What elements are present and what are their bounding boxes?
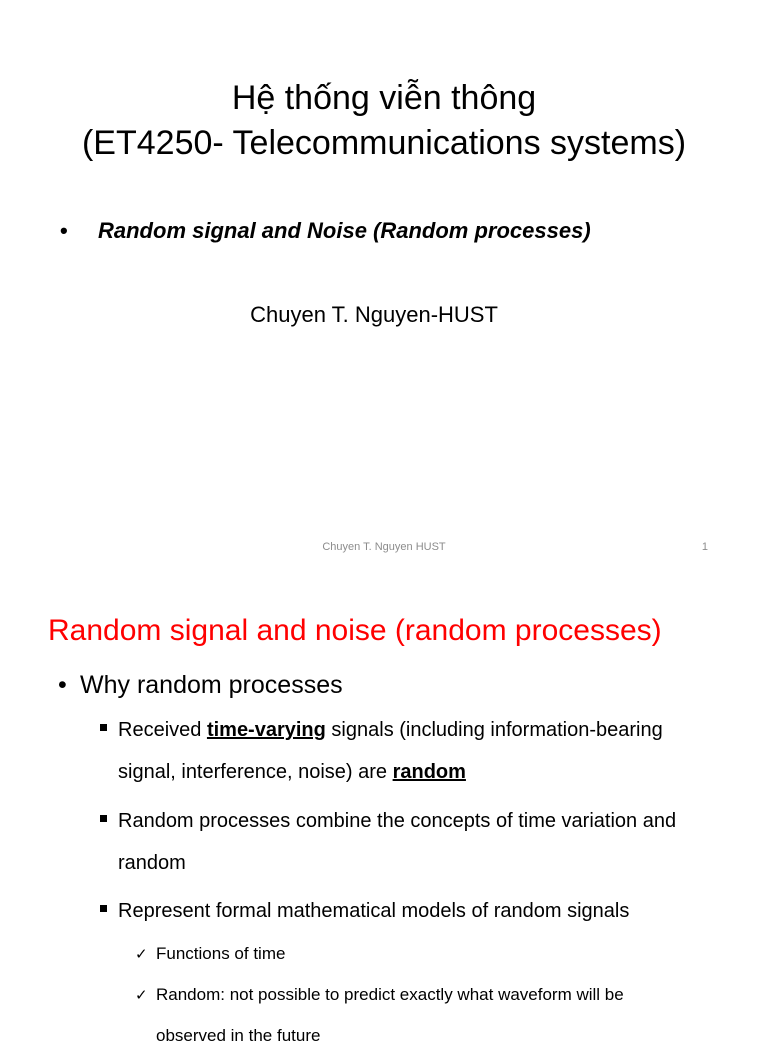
- sub-bullet-text: Received time-varying signals (including information-bearing signal, interference, noise) are random: [118, 719, 663, 783]
- check-item-text: Functions of time: [156, 944, 286, 963]
- slide-2: [0, 583, 768, 1045]
- slide-title: Random signal and noise (random processes): [48, 614, 662, 647]
- slide-footer: Chuyen T. Nguyen HUST: [322, 541, 446, 553]
- sub-bullet-received-signals: [100, 709, 720, 793]
- bullet-dot-icon: •: [60, 218, 68, 243]
- bullet-text: Why random processes: [80, 671, 343, 699]
- slide-title: [0, 76, 768, 166]
- topic-text: Random signal and Noise (Random processes): [98, 218, 591, 243]
- check-item-text: Random: not possible to predict exactly what waveform will be: [156, 985, 624, 1004]
- sub-bullet-combine-concepts: [100, 800, 720, 884]
- title-line-1: Hệ thống viễn thông: [231, 79, 537, 117]
- sub-bullet-text: Random processes combine the concepts of time variation and random: [118, 810, 677, 874]
- emphasis-time-varying: time-varying: [206, 719, 326, 741]
- title-line-2: (ET4250- Telecommunications systems): [81, 124, 687, 162]
- emphasis-random: random: [392, 761, 466, 783]
- bullet-why-random-processes: [58, 668, 343, 702]
- page-number: 1: [701, 541, 708, 553]
- checkmark-icon: ✓: [135, 986, 148, 1004]
- square-bullet-icon: [100, 815, 107, 822]
- author-name: Chuyen T. Nguyen-HUST: [250, 302, 498, 327]
- check-item-text: observed in the future: [156, 1026, 321, 1045]
- checkmark-icon: ✓: [135, 945, 148, 963]
- check-item-continuation: [156, 1015, 716, 1057]
- square-bullet-icon: [100, 724, 107, 731]
- check-item-random: [135, 974, 695, 1016]
- bullet-dot-icon: •: [58, 671, 67, 699]
- square-bullet-icon: [100, 905, 107, 912]
- sub-bullet-text: Represent formal mathematical models of random signals: [118, 900, 630, 922]
- topic-bullet: [60, 216, 591, 246]
- sub-bullet-formal-models: [100, 890, 720, 932]
- check-item-functions-of-time: [135, 933, 695, 975]
